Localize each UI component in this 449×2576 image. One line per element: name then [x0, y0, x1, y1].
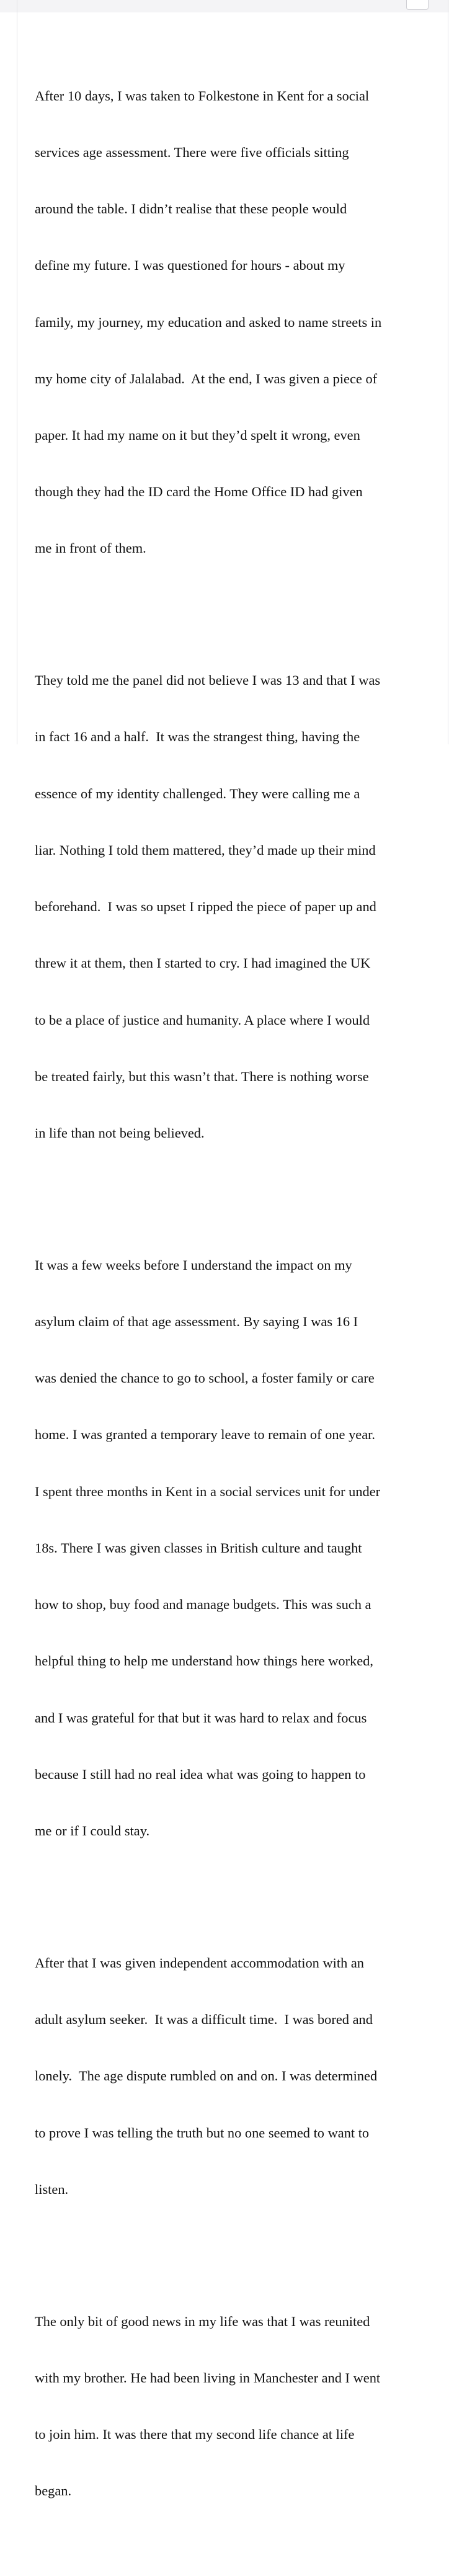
- text-line: with my brother. He had been living in Manchester and I went: [35, 2369, 381, 2386]
- text-line: liar. Nothing I told them mattered, they’d made up their mind: [35, 842, 376, 858]
- page-corner-icon[interactable]: [406, 0, 429, 10]
- text-line: and I was grateful for that but it was hard to relax and focus: [35, 1709, 367, 1726]
- text-line: in life than not being believed.: [35, 1125, 205, 1141]
- paragraph-accommodation: [35, 1916, 447, 2237]
- text-line: They told me the panel did not believe I was 13 and that I was: [35, 672, 381, 689]
- text-line: services age assessment. There were five officials sitting: [35, 144, 349, 160]
- text-line: listen.: [35, 2181, 69, 2197]
- text-line: around the table. I didn’t realise that these people would: [35, 201, 347, 217]
- text-line: helpful thing to help me understand how things here worked,: [35, 1653, 373, 1669]
- text-line: how to shop, buy food and manage budgets. This was such a: [35, 1597, 371, 1613]
- text-line: me or if I could stay.: [35, 1823, 150, 1838]
- text-line: It was a few weeks before I understand the impact on my: [35, 1257, 352, 1273]
- text-line: because I still had no real idea what was going to happen to: [35, 1766, 366, 1782]
- text-line: define my future. I was questioned for hours - about my: [35, 257, 345, 274]
- text-line: After that I was given independent accommodation with an: [35, 1954, 364, 1971]
- text-line: paper. It had my name on it but they’d spelt it wrong, even: [35, 427, 360, 443]
- document-body: [35, 11, 447, 2576]
- text-line: beforehand. I was so upset I ripped the piece of paper up and: [35, 899, 376, 915]
- text-line: I spent three months in Kent in a social services unit for under: [35, 1483, 381, 1499]
- text-line: lonely. The age dispute rumbled on and on. I was determined: [35, 2068, 378, 2084]
- text-line: essence of my identity challenged. They were calling me a: [35, 785, 360, 801]
- text-line: though they had the ID card the Home Office ID had given: [35, 484, 363, 500]
- top-toolbar: [0, 0, 449, 12]
- text-line: be treated fairly, but this wasn’t that. There is nothing worse: [35, 1068, 369, 1084]
- text-line: began.: [35, 2483, 72, 2499]
- paragraph-panel-decision: [35, 633, 447, 1180]
- text-line: The only bit of good news in my life was that I was reunited: [35, 2313, 370, 2329]
- text-line: was denied the chance to go to school, a foster family or care: [35, 1370, 375, 1386]
- text-line: to be a place of justice and humanity. A place where I would: [35, 1012, 370, 1028]
- text-line: home. I was granted a temporary leave to remain of one year.: [35, 1427, 375, 1443]
- paragraph-age-assessment: [35, 49, 447, 596]
- text-line: After 10 days, I was taken to Folkestone in Kent for a social: [35, 87, 370, 104]
- text-line: to join him. It was there that my second life chance at life: [35, 2427, 355, 2442]
- text-line: my home city of Jalalabad. At the end, I was given a piece of: [35, 370, 378, 386]
- text-line: in fact 16 and a half. It was the strangest thing, having the: [35, 729, 360, 745]
- text-line: 18s. There I was given classes in British culture and taught: [35, 1540, 362, 1556]
- text-line: to prove I was telling the truth but no one seemed to want to: [35, 2124, 370, 2141]
- text-line: adult asylum seeker. It was a difficult time. I was bored and: [35, 2012, 373, 2028]
- text-line: family, my journey, my education and asked to name streets in: [35, 314, 382, 330]
- paragraph-reunited: [35, 2275, 447, 2539]
- text-line: threw it at them, then I started to cry. I had imagined the UK: [35, 955, 371, 971]
- text-line: asylum claim of that age assessment. By saying I was 16 I: [35, 1314, 358, 1330]
- text-line: me in front of them.: [35, 540, 146, 556]
- paragraph-asylum-claim: [35, 1218, 447, 1878]
